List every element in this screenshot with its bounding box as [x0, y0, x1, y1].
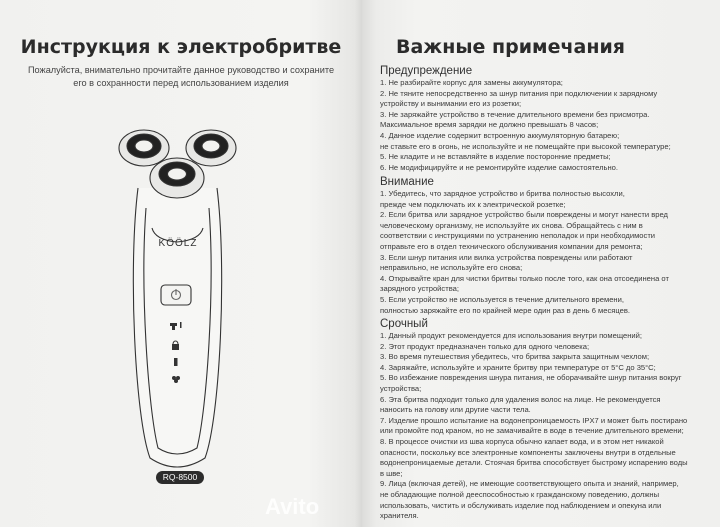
model-badge: RQ-8500 [156, 471, 204, 484]
instruction-line: 3. Если шнур питания или вилка устройства повреждены или работают [380, 252, 633, 262]
instruction-line: не обладающие полной дееспособностью к гражданскому поведению, должны [380, 489, 660, 499]
shaver-illustration [110, 118, 245, 468]
instruction-line: 2. Этот продукт предназначен только для одного человека; [380, 341, 590, 351]
instruction-line: прежде чем подключать их к электрической розетке; [380, 199, 566, 209]
subtitle-line: Пожалуйста, внимательно прочитайте данное руководство и сохраните [27, 65, 335, 75]
instruction-line: 4. Данное изделие содержит встроенную аккумуляторную батарею; [380, 130, 620, 140]
section-attention [380, 175, 718, 316]
instruction-line: использовать, чистить и обслуживать изделие под наблюдением и опекуна или [380, 500, 662, 510]
shaver-head-left [119, 130, 169, 166]
instruction-line: 5. Если устройство не используется в течение длительного времени, [380, 294, 624, 304]
brand-logo: KÖÖLZ [158, 238, 198, 249]
shaver-head-right [186, 130, 236, 166]
instruction-line: в шве; [380, 468, 403, 478]
instruction-line: отправьте его в отдел технического обслуживания компании для ремонта; [380, 241, 643, 251]
instruction-line: 6. Эта бритва подходит только для удаления волос на лице. Не рекомендуется [380, 394, 661, 404]
section-heading: Срочный [380, 318, 428, 330]
instruction-line: опасности, поскольку все электронные компоненты заключены внутри в отдельные [380, 447, 676, 457]
instruction-line: зарядного устройства; [380, 284, 459, 294]
instruction-line: 5. Не кладите и не вставляйте в изделие посторонние предметы; [380, 152, 611, 162]
instruction-line: 3. Не заряжайте устройство в течение длительного времени без присмотра. [380, 109, 650, 119]
instruction-line: 3. Во время путешествия убедитесь, что бритва закрыта защитным чехлом; [380, 352, 650, 362]
section-heading: Предупреждение [380, 65, 473, 77]
avito-watermark: Avito [265, 494, 320, 519]
instruction-line: 5. Во избежание повреждения шнура питания, не оборачивайте шнур питания вокруг [380, 373, 682, 383]
instruction-line: 1. Убедитесь, что зарядное устройство и бритва полностью высохли, [380, 189, 625, 198]
instruction-line: не ставьте его в огонь, не используйте и не помещайте при высокой температуре; [380, 141, 671, 151]
instruction-line: наносить на голову или другие части тела. [380, 405, 531, 415]
instruction-line: 6. Не модифицируйте и не ремонтируйте изделие самостоятельно. [380, 162, 619, 172]
instruction-line: неправильно, не используйте его снова; [380, 263, 523, 273]
notes-title: Важные примечания [396, 36, 625, 58]
instruction-line: 7. Изделие прошло испытание на водонепроницаемость IPX7 и может быть постирано [380, 415, 688, 425]
instruction-line: соответствии с инструкциями по устранению неполадок и при необходимости [380, 231, 656, 241]
shaver-head-center [150, 158, 204, 198]
instruction-line: человеческому организму, не используйте их снова. Обращайтесь с ним в [380, 220, 643, 230]
instruction-line: Максимальное время зарядки не должно превышать 8 часов; [380, 120, 599, 130]
subtitle-line: его в сохранности перед использованием изделия [73, 78, 289, 88]
instruction-line: 9. Лица (включая детей), не имеющие соответствующего опыта и знаний, например, [380, 479, 679, 489]
power-button [161, 285, 191, 305]
instruction-line: устройству и вынимании его из розетки; [380, 99, 522, 109]
instruction-line: 2. Не тяните непосредственно за шнур питания при подключении к зарядному [380, 88, 658, 98]
instruction-line: 2. Если бритва или зарядное устройство были повреждены и могут нанести вред [380, 210, 668, 220]
section-urgent [380, 317, 718, 522]
instruction-line: 8. В процессе очистки из шва корпуса обычно капает вода, и в этом нет никакой [380, 436, 664, 446]
instruction-line: 1. Не разбирайте корпус для замены аккумулятора; [380, 78, 563, 87]
instruction-line: 4. Заряжайте, используйте и храните бритву при температуре от 5°C до 35°C; [380, 362, 656, 372]
section-warning [380, 64, 718, 173]
manual-title: Инструкция к электробритве [20, 36, 342, 58]
instruction-line: полностью заряжайте его по крайней мере один раз в день 6 месяцев. [380, 305, 631, 315]
instruction-line: хранителя. [380, 511, 419, 521]
manual-subtitle [0, 64, 362, 90]
instruction-line: 4. Открывайте кран для чистки бритвы только после того, как она отсоединена от [380, 273, 669, 283]
instruction-line: 1. Данный продукт рекомендуется для использования внутри помещений; [380, 331, 643, 340]
instruction-line: устройства; [380, 383, 422, 393]
instruction-line: или промойте под краном, но не замачивайте в воде в течение длительного времени; [380, 426, 684, 436]
instruction-line: водонепроницаемые детали. Стоячая бритва способствует быстрому испарению воды [380, 458, 688, 468]
section-heading: Внимание [380, 176, 434, 188]
